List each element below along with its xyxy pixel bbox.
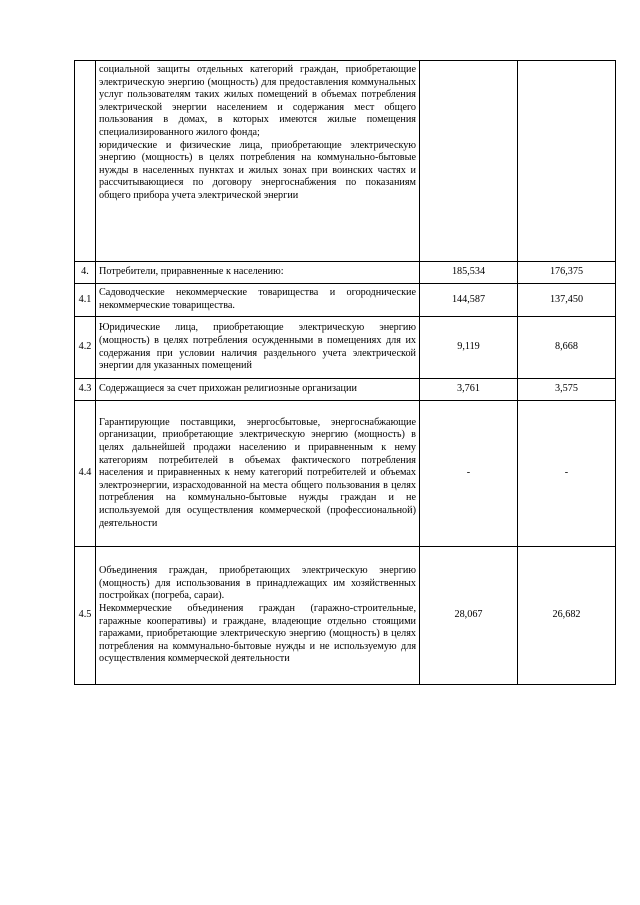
table-row: [75, 284, 616, 317]
table-row: [75, 547, 616, 685]
row-number: [75, 61, 96, 262]
row-description: Потребители, приравненные к населению:: [96, 262, 420, 284]
row-number: 4.: [75, 262, 96, 284]
description-paragraph: социальной защиты отдельных категорий граждан, приобретающие электрическую энергию (мощность) для предоставления коммунальных услуг пользователям таких жилых помещений в объемах потребления электрической энергии населением и содержания мест общего пользования в домах, в которых имеются жилые помещения специализированного жилого фонда;: [99, 64, 416, 138]
row-number: 4.2: [75, 317, 96, 379]
value-cell-2: 137,450: [518, 284, 616, 317]
table-row: [75, 262, 616, 284]
value-cell-1: [420, 61, 518, 262]
value-cell-1: 28,067: [420, 547, 518, 685]
row-number: 4.4: [75, 401, 96, 547]
description-paragraph: Юридические лица, приобретающие электрическую энергию (мощность) в целях потребления осужденными в помещениях для их содержания при условии наличия раздельного учета электрической энергии для указанных помещений: [99, 322, 416, 372]
row-number: 4.3: [75, 379, 96, 401]
description-paragraph: Гарантирующие поставщики, энергосбытовые, энергоснабжающие организации, приобретающие электрическую энергию (мощность) в целях дальнейшей продажи населению и приравненным к нему категориям потребителей в объемах фактического потребления населения и приравненных к нему категорий потребителей и объемах электроэнергии, израсходованной на места общего пользования в целях потребления на коммунально-бытовые нужды граждан и не используемой для осуществления коммерческой (профессиональной) деятельности: [99, 416, 416, 529]
value-cell-1: -: [420, 401, 518, 547]
value-cell-2: 3,575: [518, 379, 616, 401]
table-row: [75, 317, 616, 379]
description-paragraph: Некоммерческие объединения граждан (гаражно-строительные, гаражные кооперативы) и граждане, владеющие отдельно стоящими гаражами, приобретающие электрическую энергию (мощность) в целях потребления на коммунально-бытовые нужды и не используемую для осуществления коммерческой деятельности: [99, 602, 416, 665]
row-description: [96, 284, 420, 317]
description-paragraph: юридические и физические лица, приобретающие электрическую энергию (мощность) в целях потребления на коммунально-бытовые нужды в населенных пунктах и жилых зонах при воинских частях и рассчитывающиеся по договору энергоснабжения по показаниям общего прибора учета электрической энергии: [99, 139, 416, 201]
value-cell-1: 9,119: [420, 317, 518, 379]
value-cell-2: -: [518, 401, 616, 547]
value-cell-2: [518, 61, 616, 262]
row-description: [96, 61, 420, 262]
description-paragraph: Садоводческие некоммерческие товарищества и огороднические некоммерческие товарищества.: [99, 287, 416, 311]
tariff-table: [74, 60, 616, 685]
row-description: Содержащиеся за счет прихожан религиозные организации: [96, 379, 420, 401]
row-description: [96, 317, 420, 379]
table-row: [75, 401, 616, 547]
row-number: 4.5: [75, 547, 96, 685]
description-paragraph: Объединения граждан, приобретающих электрическую энергию (мощность) для использования в принадлежащих им хозяйственных постройках (погреба, сараи).: [99, 565, 416, 602]
row-description: [96, 401, 420, 547]
value-cell-2: 176,375: [518, 262, 616, 284]
value-cell-2: 8,668: [518, 317, 616, 379]
value-cell-2: 26,682: [518, 547, 616, 685]
value-cell-1: 3,761: [420, 379, 518, 401]
table-row: [75, 61, 616, 262]
table-row: [75, 379, 616, 401]
value-cell-1: 144,587: [420, 284, 518, 317]
value-cell-1: 185,534: [420, 262, 518, 284]
row-number: 4.1: [75, 284, 96, 317]
row-description: [96, 547, 420, 685]
